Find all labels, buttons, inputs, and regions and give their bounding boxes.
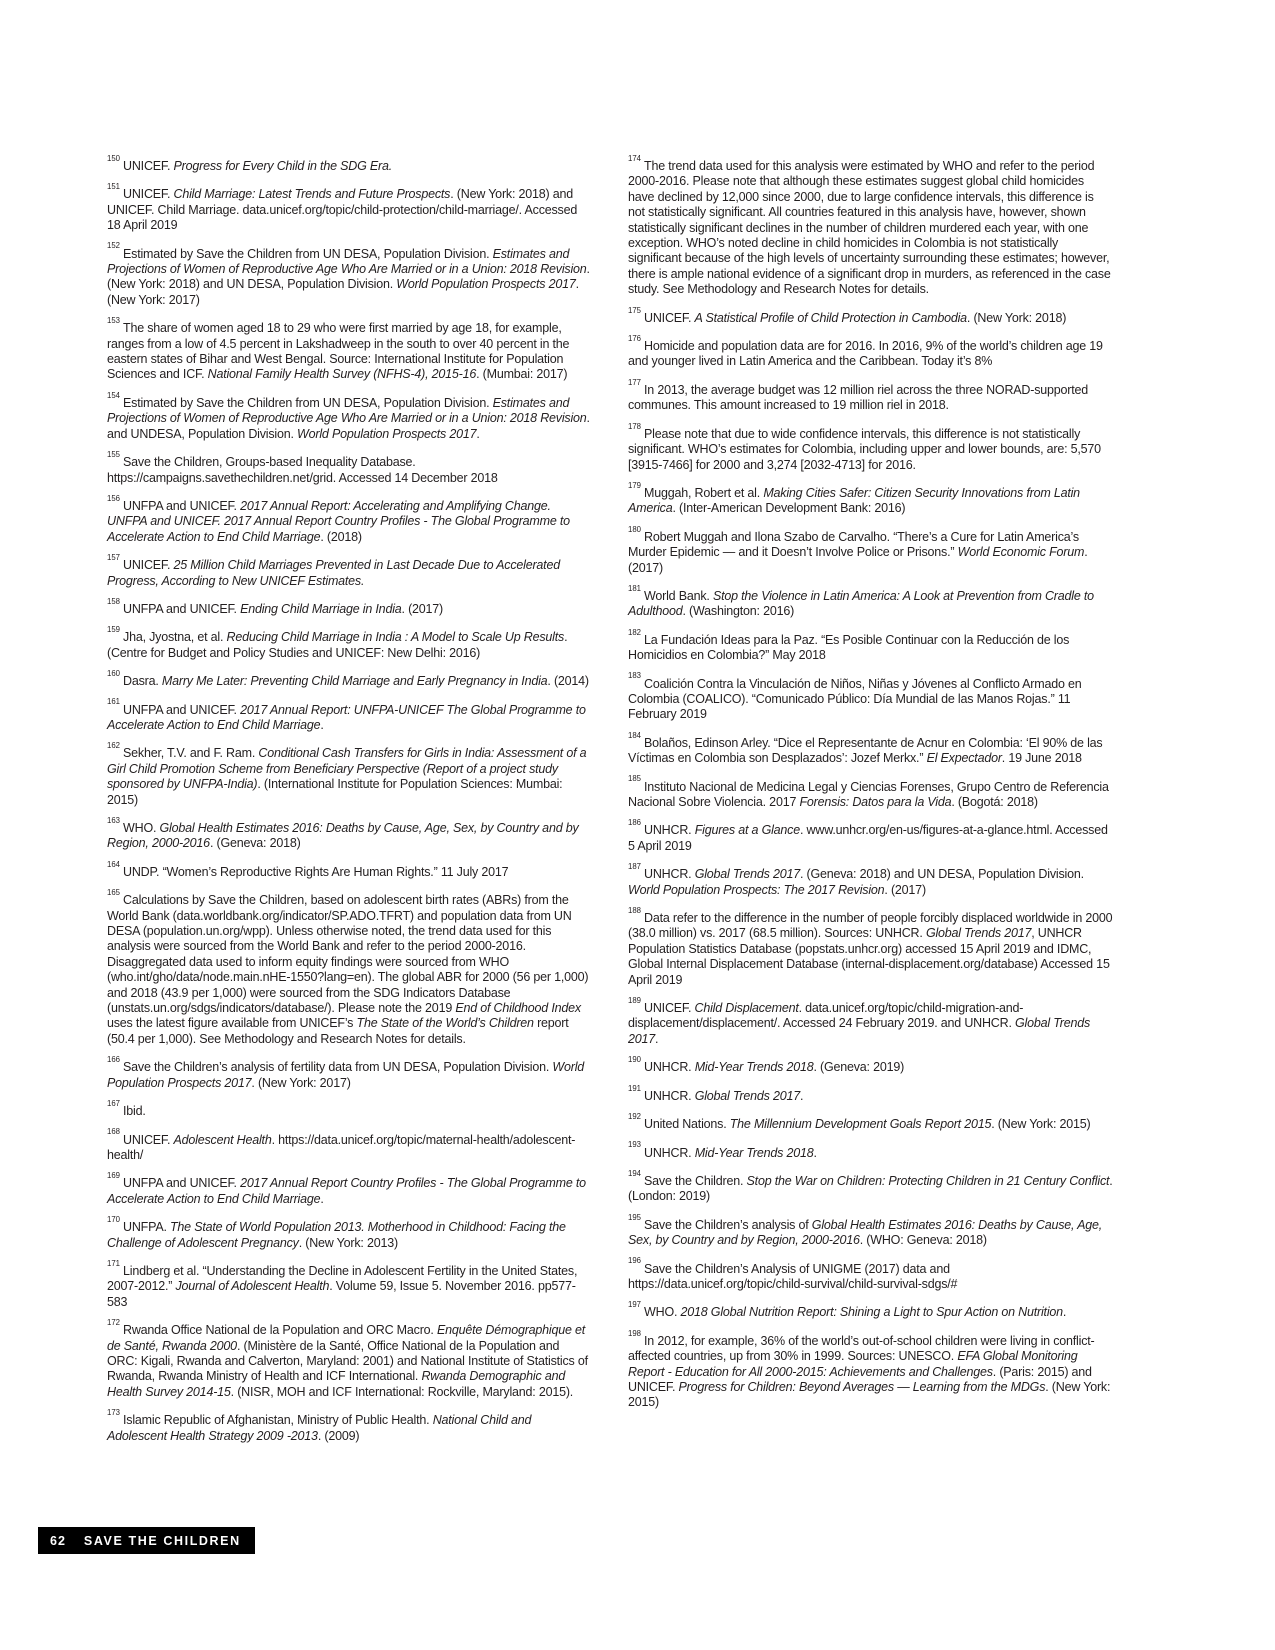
endnote-text: The State of the World’s Children xyxy=(356,1016,534,1031)
endnote-number: 175 xyxy=(628,305,642,315)
endnote-154 xyxy=(107,390,592,442)
endnote-text: Save the Children, Groups-based Inequality Database. https://campaigns.savethechildren.net/grid. Accessed 14 December 2018 xyxy=(107,455,498,485)
endnote-text: . (WHO: Geneva: 2018) xyxy=(859,1233,987,1248)
endnote-text: 2017 Annual Report: Accelerating and Amplifying Change. UNFPA and UNICEF. 2017 Annual Report Country Profiles - The Global Programme to Accelerate Action to End Child Marriage xyxy=(107,498,570,544)
endnote-150 xyxy=(107,153,592,174)
endnote-number: 180 xyxy=(628,524,642,534)
endnote-number: 152 xyxy=(107,241,121,251)
endnote-text: Global Trends 2017 xyxy=(694,867,800,882)
endnote-text: . (Mumbai: 2017) xyxy=(476,367,568,382)
endnote-text: Jha, Jyostna, et al. xyxy=(123,630,227,645)
endnote-195 xyxy=(628,1212,1113,1249)
endnote-text: . data.unicef.org/topic/child-migration-and-displacement/displacement/. Accessed 24 February 2019. and UNHCR. xyxy=(628,1001,1024,1031)
endnote-text: Progress for Children: Beyond Averages — Learning from the MDGs xyxy=(678,1379,1046,1394)
endnote-text: Ibid. xyxy=(123,1104,146,1119)
endnote-153 xyxy=(107,316,592,383)
endnote-text: . xyxy=(320,717,324,732)
endnote-text: Instituto Nacional de Medicina Legal y Ciencias Forenses, Grupo Centro de Referencia Nacional Sobre Violencia. 2017 xyxy=(628,779,1109,809)
endnote-text: The Millennium Development Goals Report 2015 xyxy=(729,1117,992,1132)
endnote-number: 155 xyxy=(107,449,121,459)
endnote-text: Save the Children’s Analysis of UNIGME (2017) data and https://data.unicef.org/topic/child-survival/child-survival-sdgs/# xyxy=(628,1261,958,1291)
endnote-text: Conditional Cash Transfers for Girls in India: Assessment of a Girl Child Promotion Scheme from Beneficiary Perspective (Report of a project study sponsored by UNFPA-India) xyxy=(107,746,587,792)
endnote-text: The trend data used for this analysis were estimated by WHO and refer to the period 2000-2016. Please note that although these estimates suggest global child homicides have declined by 12,000 since 2000, due to large confidence intervals, this difference is not statistically significant. All countries featured in this analysis have, however, shown statistically significant declines in the number of children murdered each year, with one exception. WHO’s noted decline in child homicides in Colombia is not statistically significant because of the high levels of uncertainty surrounding these estimates; however, there is ample national evidence of a significant drop in murders, as referenced in the case study. See Methodology and Research Notes for details. xyxy=(628,159,1111,297)
endnote-text: Lindberg et al. “Understanding the Decline in Adolescent Fertility in the United States, 2007-2012.” xyxy=(107,1263,578,1294)
endnote-191 xyxy=(628,1083,1113,1104)
endnote-text: . xyxy=(813,1145,817,1160)
endnote-text: . (Geneva: 2019) xyxy=(813,1060,905,1075)
endnote-179 xyxy=(628,480,1113,517)
endnote-text: In 2012, for example, 36% of the world’s out-of-school children were living in conflict-affected countries, up from 30% in 1999. Sources: UNESCO. xyxy=(628,1333,1095,1364)
endnote-number: 150 xyxy=(107,153,121,163)
endnote-168 xyxy=(107,1127,592,1164)
endnote-text: . (London: 2019) xyxy=(628,1173,1113,1204)
endnote-number: 194 xyxy=(628,1168,642,1178)
endnote-text: . (Centre for Budget and Policy Studies and UNICEF: New Delhi: 2016) xyxy=(107,630,568,660)
endnote-text: Forensis: Datos para la Vida xyxy=(799,795,952,809)
endnote-text: UNICEF. xyxy=(644,310,695,325)
endnote-196 xyxy=(628,1256,1113,1293)
endnote-number: 157 xyxy=(107,552,121,562)
endnote-number: 168 xyxy=(107,1127,121,1137)
endnote-text: . (New York: 2017) xyxy=(107,277,579,307)
endnote-text: . xyxy=(1062,1305,1067,1320)
endnote-166 xyxy=(107,1055,592,1091)
endnote-text: Adolescent Health xyxy=(173,1132,272,1147)
endnote-text: End of Childhood Index xyxy=(455,1001,581,1016)
endnote-text: EFA Global Monitoring Report - Education for All 2000-2015: Achievements and Challenges xyxy=(628,1349,1078,1379)
endnote-number: 169 xyxy=(107,1171,121,1181)
endnote-number: 173 xyxy=(107,1408,121,1418)
endnote-text: Enquête Démographique et de Santé, Rwanda 2000 xyxy=(107,1323,586,1353)
endnote-text: UNICEF. xyxy=(123,1132,174,1147)
endnote-text: Calculations by Save the Children, based on adolescent birth rates (ABRs) from the World Bank (data.worldbank.org/indicator/SP.ADO.TFRT) and population data from UN DESA (population.un.org/wpp). Unless otherwise noted, the trend data used for this analysis were sourced from the World Bank and refer to the period 2000-2016. Disaggregated data used to inform equity findings were sourced from WHO (who.int/gho/data/node.main.nHE-1550?lang=en). The global ABR for 2000 (56 per 1,000) and 2018 (43.9 per 1,000) were sourced from the SDG Indicators Database (unstats.un.org/sdgs/indicators/database/). Please note the 2019 xyxy=(107,893,589,1016)
endnotes-column-left xyxy=(107,153,592,1457)
endnote-162 xyxy=(107,741,592,808)
endnote-number: 158 xyxy=(107,596,121,606)
endnote-text: Global Trends 2017 xyxy=(694,1088,800,1103)
endnote-text: . (New York: 2018) and UNICEF. Child Marriage. data.unicef.org/topic/child-protection/child-marriage/. Accessed 18 April 2019 xyxy=(107,187,578,233)
endnote-text: 2018 Global Nutrition Report: Shining a Light to Spur Action on Nutrition xyxy=(680,1305,1063,1320)
endnote-163 xyxy=(107,815,592,852)
endnote-number: 189 xyxy=(628,995,642,1005)
endnote-text: Figures at a Glance xyxy=(694,823,800,838)
endnote-number: 188 xyxy=(628,905,642,915)
endnotes-column-right xyxy=(628,153,1113,1457)
endnote-number: 190 xyxy=(628,1055,642,1065)
endnote-text: Child Displacement xyxy=(694,1001,799,1016)
endnote-text: . 19 June 2018 xyxy=(1001,751,1082,766)
endnote-text: The share of women aged 18 to 29 who were first married by age 18, for example, ranges from a low of 4.5 percent in Lakshadweep in the south to over 40 percent in the eastern states of Bihar and West Bengal. Source: International Institute for Population Sciences and ICF. xyxy=(107,321,570,382)
endnote-189 xyxy=(628,995,1113,1047)
endnote-text: Please note that due to wide confidence intervals, this difference is not statistically significant. WHO’s estimates for Colombia, including upper and lower bounds, are: 5,570 [3915-7466] for 2000 and 3,274 [2032-4713] for 2016. xyxy=(628,426,1101,472)
endnote-text: . (Geneva: 2018) and UN DESA, Population Division. xyxy=(799,867,1084,882)
endnote-197 xyxy=(628,1300,1113,1320)
endnote-number: 167 xyxy=(107,1098,121,1108)
endnote-text: report (50.4 per 1,000). See Methodology and Research Notes for details. xyxy=(107,1016,569,1046)
endnote-number: 154 xyxy=(107,390,121,400)
endnote-number: 197 xyxy=(628,1300,642,1310)
endnote-186 xyxy=(628,818,1113,854)
endnote-text: Marry Me Later: Preventing Child Marriage and Early Pregnancy in India xyxy=(161,674,548,689)
endnote-text: Mid-Year Trends 2018 xyxy=(694,1145,814,1160)
endnote-text: UNFPA and UNICEF. xyxy=(123,498,241,513)
endnote-number: 162 xyxy=(107,741,121,751)
endnote-text: Robert Muggah and Ilona Szabo de Carvalho. “There’s a Cure for Latin America’s Murder Epidemic — and it Doesn’t Involve Police or Prisons.” xyxy=(628,529,1079,560)
endnote-text: UNDP. “Women’s Reproductive Rights Are Human Rights.” 11 July 2017 xyxy=(123,864,509,879)
endnote-text: 2017 Annual Report Country Profiles - The Global Programme to Accelerate Action to End Child Marriage xyxy=(107,1176,586,1206)
endnote-text: Save the Children’s analysis of fertility data from UN DESA, Population Division. xyxy=(123,1060,553,1075)
endnote-text: . www.unhcr.org/en-us/figures-at-a-glance.html. Accessed 5 April 2019 xyxy=(628,823,1108,853)
endnote-text: UNICEF. xyxy=(123,558,174,573)
endnote-text: . (2009) xyxy=(317,1428,360,1443)
endnote-185 xyxy=(628,774,1113,811)
endnote-number: 164 xyxy=(107,859,121,869)
endnote-text: Child Marriage: Latest Trends and Future Prospects xyxy=(173,187,451,202)
endnote-text: UNFPA and UNICEF. xyxy=(123,1176,241,1191)
endnote-text: Mid-Year Trends 2018 xyxy=(694,1060,814,1075)
endnote-number: 193 xyxy=(628,1140,642,1150)
endnote-text: El Expectador xyxy=(926,751,1002,766)
endnote-157 xyxy=(107,552,592,589)
endnote-number: 196 xyxy=(628,1256,642,1266)
endnote-number: 177 xyxy=(628,377,642,387)
endnote-number: 178 xyxy=(628,421,642,431)
endnote-text: Estimates and Projections of Women of Reproductive Age Who Are Married or in a Union: 2018 Revision xyxy=(107,246,587,277)
endnote-text: UNFPA and UNICEF. xyxy=(123,601,241,616)
endnote-text: . and UNDESA, Population Division. xyxy=(107,411,590,441)
endnote-181 xyxy=(628,583,1113,620)
endnote-number: 186 xyxy=(628,818,642,828)
endnote-text: . (Paris: 2015) and UNICEF. xyxy=(628,1364,1092,1394)
endnote-167 xyxy=(107,1098,592,1119)
endnote-155 xyxy=(107,449,592,486)
endnote-182 xyxy=(628,627,1113,664)
endnote-192 xyxy=(628,1111,1113,1132)
endnote-text: . (New York: 2013) xyxy=(298,1235,398,1250)
endnote-text: Dasra. xyxy=(123,674,162,689)
endnote-text: Ending Child Marriage in India xyxy=(240,601,402,616)
endnote-text: Journal of Adolescent Health xyxy=(175,1279,330,1294)
footer-brand: SAVE THE CHILDREN xyxy=(83,1533,241,1548)
endnote-text: . (2018) xyxy=(320,529,362,544)
page-number: 62 xyxy=(50,1533,66,1548)
endnote-text: Reducing Child Marriage in India : A Model to Scale Up Results xyxy=(226,630,565,645)
endnote-number: 183 xyxy=(628,671,642,681)
endnote-text: Rwanda Office National de la Population and ORC Macro. xyxy=(123,1323,437,1338)
endnote-text: UNHCR. xyxy=(644,867,695,882)
endnote-text: Progress for Every Child in the SDG Era. xyxy=(173,159,392,173)
endnote-text: . (Ministère de la Santé, Office National de la Population and ORC: Kigali, Rwanda and Calverton, Maryland: 2001) and National Institute of Statistics of Rwanda, Rwanda Ministry of Health and ICF International. xyxy=(107,1338,588,1384)
endnote-text: Estimates and Projections of Women of Reproductive Age Who Are Married or in a Union: 2018 Revision xyxy=(107,395,587,426)
endnote-188 xyxy=(628,905,1113,988)
endnote-number: 166 xyxy=(107,1055,121,1065)
endnote-text: Sekher, T.V. and F. Ram. xyxy=(123,746,259,761)
endnote-160 xyxy=(107,669,592,689)
endnote-text: Estimated by Save the Children from UN DESA, Population Division. xyxy=(123,395,493,410)
endnote-text: 2017 Annual Report: UNFPA-UNICEF The Global Programme to Accelerate Action to End Child Marriage xyxy=(107,702,586,732)
endnote-number: 151 xyxy=(107,182,121,192)
endnote-151 xyxy=(107,182,592,233)
endnote-text: The State of World Population 2013. Motherhood in Childhood: Facing the Challenge of Adolescent Pregnancy xyxy=(107,1220,566,1250)
endnote-text: Global Trends 2017 xyxy=(925,926,1032,941)
endnote-text: UNFPA. xyxy=(123,1220,170,1235)
endnote-text: UNFPA and UNICEF. xyxy=(123,702,241,717)
endnote-text: , UNHCR Population Statistics Database (popstats.unhcr.org) accessed 15 April 2019 and IDMC, Global Internal Displacement Database (internal-displacement.org/database) Accessed 15 April 2019 xyxy=(628,926,1110,987)
endnote-text: . xyxy=(799,1088,804,1103)
endnote-number: 184 xyxy=(628,730,642,740)
endnote-number: 182 xyxy=(628,627,642,637)
endnote-text: World Population Prospects 2017 xyxy=(297,426,477,441)
endnote-169 xyxy=(107,1171,592,1207)
endnote-174 xyxy=(628,153,1113,298)
endnote-text: uses the latest figure available from UNICEF’s xyxy=(107,1016,357,1031)
endnote-text: UNHCR. xyxy=(644,1088,695,1103)
endnote-text: . (2014) xyxy=(547,674,589,689)
endnote-text: . xyxy=(320,1191,324,1206)
endnote-text: . (New York: 2018) xyxy=(966,310,1067,325)
endnote-text: . xyxy=(476,426,480,441)
endnote-text: 25 Million Child Marriages Prevented in Last Decade Due to Accelerated Progress, According to New UNICEF Estimates. xyxy=(107,558,560,588)
endnote-number: 165 xyxy=(107,888,121,898)
endnote-152 xyxy=(107,241,592,309)
endnote-number: 181 xyxy=(628,583,642,593)
endnote-193 xyxy=(628,1140,1113,1161)
endnote-number: 161 xyxy=(107,697,121,707)
endnote-text: A Statistical Profile of Child Protection in Cambodia xyxy=(694,310,967,325)
endnote-text: . (Bogotá: 2018) xyxy=(951,795,1038,809)
endnote-text: . (2017) xyxy=(401,601,444,616)
endnote-text: World Population Prospects 2017 xyxy=(396,277,576,292)
endnote-text: La Fundación Ideas para la Paz. “Es Posible Continuar con la Reducción de los Homicidios en Colombia?” May 2018 xyxy=(628,632,1070,663)
endnote-198 xyxy=(628,1328,1113,1411)
endnote-text: . (Washington: 2016) xyxy=(682,604,795,619)
endnote-text: . (New York: 2018) and UN DESA, Population Division. xyxy=(107,262,590,292)
endnote-156 xyxy=(107,493,592,545)
endnote-text: World Population Prospects 2017 xyxy=(107,1060,585,1090)
endnote-text: World Bank. xyxy=(644,588,713,603)
endnote-text: Data refer to the difference in the number of people forcibly displaced worldwide in 2000 (38.0 million) vs. 2017 (68.5 million). Sources: UNHCR. xyxy=(628,911,1113,941)
endnote-text: Save the Children. xyxy=(644,1173,747,1188)
endnote-text: Coalición Contra la Vinculación de Niños, Niñas y Jóvenes al Conflicto Armado en Colombia (COALICO). “Comunicado Público: Día Mundial de las Manos Rojas.” 11 February 2019 xyxy=(628,676,1082,722)
endnote-159 xyxy=(107,625,592,661)
endnote-text: . https://data.unicef.org/topic/maternal-health/adolescent-health/ xyxy=(107,1132,576,1162)
endnote-text: UNICEF. xyxy=(123,187,174,202)
endnote-text: Stop the War on Children: Protecting Children in 21 Century Conflict xyxy=(746,1173,1110,1188)
endnote-text: . (International Institute for Population Sciences: Mumbai: 2015) xyxy=(107,777,563,807)
endnote-text: UNHCR. xyxy=(644,823,695,838)
endnote-number: 191 xyxy=(628,1083,642,1093)
endnote-number: 159 xyxy=(107,625,121,635)
endnote-number: 192 xyxy=(628,1111,642,1121)
endnote-number: 174 xyxy=(628,153,642,163)
endnote-173 xyxy=(107,1408,592,1444)
endnote-text: Save the Children’s analysis of xyxy=(644,1217,812,1232)
endnote-164 xyxy=(107,859,592,880)
endnote-text: . (Geneva: 2018) xyxy=(209,836,301,851)
endnote-text: . (Inter-American Development Bank: 2016) xyxy=(672,501,906,516)
endnote-175 xyxy=(628,305,1113,326)
endnote-text: . (New York: 2017) xyxy=(251,1075,351,1090)
endnote-text: Global Health Estimates 2016: Deaths by Cause, Age, Sex, by Country and by Region, 2000-2016 xyxy=(628,1217,1102,1248)
endnote-180 xyxy=(628,524,1113,576)
endnote-text: . (NISR, MOH and ICF International: Rockville, Maryland: 2015). xyxy=(230,1384,574,1399)
endnote-text: Global Health Estimates 2016: Deaths by Cause, Age, Sex, by Country and by Region, 2000-2016 xyxy=(107,821,579,851)
endnote-text: World Economic Forum xyxy=(957,545,1085,560)
endnote-text: UNHCR. xyxy=(644,1060,695,1075)
endnote-187 xyxy=(628,862,1113,898)
endnote-177 xyxy=(628,377,1113,414)
endnote-text: Muggah, Robert et al. xyxy=(644,485,764,500)
endnote-172 xyxy=(107,1318,592,1400)
endnote-text: National Child and Adolescent Health Strategy 2009 -2013 xyxy=(107,1413,532,1443)
endnote-number: 176 xyxy=(628,333,642,343)
page-footer xyxy=(38,1527,255,1554)
endnote-text: Estimated by Save the Children from UN DESA, Population Division. xyxy=(123,246,493,261)
endnote-number: 156 xyxy=(107,493,121,503)
endnote-text: UNICEF. xyxy=(123,159,174,173)
endnote-text: . Volume 59, Issue 5. November 2016. pp577-583 xyxy=(107,1279,576,1309)
endnote-170 xyxy=(107,1214,592,1251)
endnote-text: Homicide and population data are for 2016. In 2016, 9% of the world’s children age 19 and younger lived in Latin America and the Caribbean. Today it’s 8% xyxy=(628,339,1103,369)
endnotes-section xyxy=(107,153,1113,1457)
endnote-text: In 2013, the average budget was 12 million riel across the three NORAD-supported communes. This amount increased to 19 million riel in 2018. xyxy=(628,382,1088,413)
endnote-text: World Population Prospects: The 2017 Revision xyxy=(628,882,885,897)
endnote-number: 187 xyxy=(628,862,642,872)
endnote-text: UNHCR. xyxy=(644,1145,695,1160)
endnote-text: UNICEF. xyxy=(644,1001,695,1016)
endnote-text: Bolaños, Edinson Arley. “Dice el Representante de Acnur en Colombia: ‘El 90% de las Víctimas en Colombia son Desplazados’: Jozef Merkx.” xyxy=(628,735,1103,766)
endnote-number: 172 xyxy=(107,1318,121,1327)
endnote-number: 185 xyxy=(628,774,642,784)
endnote-158 xyxy=(107,596,592,617)
endnote-number: 170 xyxy=(107,1214,121,1224)
endnote-text: . (2017) xyxy=(884,882,926,897)
endnote-text: Global Trends 2017 xyxy=(628,1016,1090,1046)
endnote-183 xyxy=(628,671,1113,723)
endnote-text: Islamic Republic of Afghanistan, Ministry of Public Health. xyxy=(123,1413,433,1428)
endnote-number: 160 xyxy=(107,669,121,678)
endnote-number: 195 xyxy=(628,1212,642,1222)
endnote-165 xyxy=(107,888,592,1047)
endnote-text: Making Cities Safer: Citizen Security Innovations from Latin America xyxy=(628,485,1080,516)
endnote-161 xyxy=(107,697,592,734)
endnote-text: United Nations. xyxy=(644,1117,730,1132)
endnote-text: WHO. xyxy=(644,1305,681,1320)
endnote-text: . (New York: 2015) xyxy=(628,1379,1111,1410)
endnote-text: Rwanda Demographic and Health Survey 2014-15 xyxy=(107,1369,566,1399)
endnote-171 xyxy=(107,1258,592,1310)
endnote-number: 171 xyxy=(107,1258,121,1268)
endnote-178 xyxy=(628,421,1113,473)
endnote-text: Stop the Violence in Latin America: A Look at Prevention from Cradle to Adulthood xyxy=(628,588,1094,619)
endnote-text: . (New York: 2015) xyxy=(991,1117,1091,1132)
endnote-text: . xyxy=(655,1031,659,1046)
endnote-text: WHO. xyxy=(123,821,160,835)
endnote-text: National Family Health Survey (NFHS-4), 2015-16 xyxy=(207,367,477,382)
endnote-number: 163 xyxy=(107,815,121,825)
endnote-text: . (2017) xyxy=(628,545,1088,575)
endnote-176 xyxy=(628,333,1113,370)
endnote-number: 153 xyxy=(107,316,121,326)
endnote-190 xyxy=(628,1055,1113,1075)
endnote-184 xyxy=(628,730,1113,767)
endnote-number: 179 xyxy=(628,480,642,490)
endnote-194 xyxy=(628,1168,1113,1205)
endnote-number: 198 xyxy=(628,1328,642,1338)
